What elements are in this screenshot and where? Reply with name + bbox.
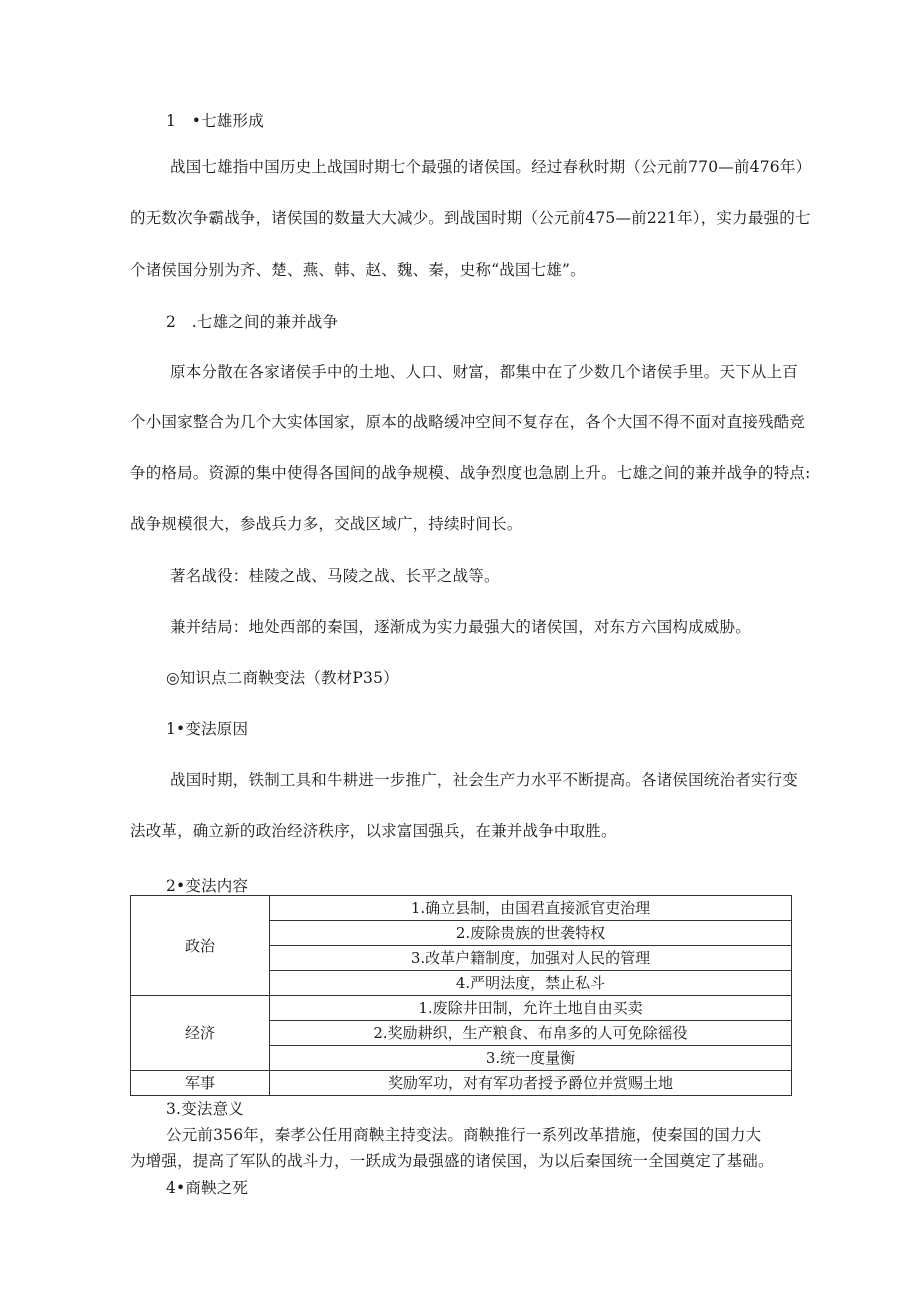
paragraph-line: 为增强，提高了军队的战斗力，一跃成为最强盛的诸侯国，为以后秦国统一全国奠定了基础。 xyxy=(130,1152,774,1170)
table-row xyxy=(131,896,792,921)
famous-battles: 著名战役：桂陵之战、马陵之战、长平之战等。 xyxy=(170,567,500,585)
section-1-heading: 1 •七雄形成 xyxy=(166,112,264,130)
table-cell: 3.统一度量衡 xyxy=(270,1046,792,1071)
category-politics: 政治 xyxy=(131,896,270,996)
paragraph-line: 法改革，确立新的政治经济秩序，以求富国强兵，在兼并战争中取胜。 xyxy=(130,822,617,840)
table-row xyxy=(131,1071,792,1096)
table-cell: 4.严明法度，禁止私斗 xyxy=(270,971,792,996)
table-cell: 2.废除贵族的世袭特权 xyxy=(270,921,792,946)
table-cell: 1.确立县制，由国君直接派官吏治理 xyxy=(270,896,792,921)
paragraph-line: 争的格局。资源的集中使得各国间的战争规模、战争烈度也急剧上升。七雄之间的兼并战争的特点: xyxy=(130,464,811,482)
paragraph-line: 的无数次争霸战争，诸侯国的数量大大减少。到战国时期（公元前475—前221年），实力最强的七 xyxy=(130,209,811,227)
category-economy: 经济 xyxy=(131,996,270,1071)
knowledge-point-heading: ◎知识点二商鞅变法（教材P35） xyxy=(166,669,399,687)
annexation-result: 兼并结局：地处西部的秦国，逐渐成为实力最强大的诸侯国，对东方六国构成威胁。 xyxy=(170,618,751,636)
paragraph-line: 公元前356年，秦孝公任用商鞅主持变法。商鞅推行一系列改革措施，使秦国的国力大 xyxy=(166,1126,762,1144)
table-cell: 2.奖励耕织，生产粮食、布帛多的人可免除徭役 xyxy=(270,1021,792,1046)
reform-significance-heading: 3.变法意义 xyxy=(166,1100,244,1118)
paragraph-line: 战国七雄指中国历史上战国时期七个最强的诸侯国。经过春秋时期（公元前770—前476年） xyxy=(170,158,812,176)
paragraph-line: 战争规模很大，参战兵力多，交战区域广，持续时间长。 xyxy=(130,515,523,533)
table-cell: 3.改革户籍制度，加强对人民的管理 xyxy=(270,946,792,971)
paragraph-line: 战国时期，铁制工具和牛耕进一步推广，社会生产力水平不断提高。各诸侯国统治者实行变 xyxy=(170,771,799,789)
table-cell: 奖励军功，对有军功者授予爵位并赏赐土地 xyxy=(270,1071,792,1096)
table-cell: 1.废除井田制，允许土地自由买卖 xyxy=(270,996,792,1021)
category-military: 军事 xyxy=(131,1071,270,1096)
reform-content-heading: 2•变法内容 xyxy=(166,877,249,895)
paragraph-line: 原本分散在各家诸侯手中的土地、人口、财富，都集中在了少数几个诸侯手里。天下从上百 xyxy=(170,363,799,381)
paragraph-line: 个小国家整合为几个大实体国家，原本的战略缓冲空间不复存在，各个大国不得不面对直接残酷竞 xyxy=(130,413,806,431)
table-row xyxy=(131,996,792,1021)
reform-content-table xyxy=(130,895,792,1096)
paragraph-line: 个诸侯国分别为齐、楚、燕、韩、赵、魏、秦，史称“战国七雄”。 xyxy=(130,261,586,279)
reform-reason-heading: 1•变法原因 xyxy=(166,720,249,738)
section-2-heading: 2 .七雄之间的兼并战争 xyxy=(166,313,339,331)
shang-yang-death-heading: 4•商鞅之死 xyxy=(166,1179,249,1197)
